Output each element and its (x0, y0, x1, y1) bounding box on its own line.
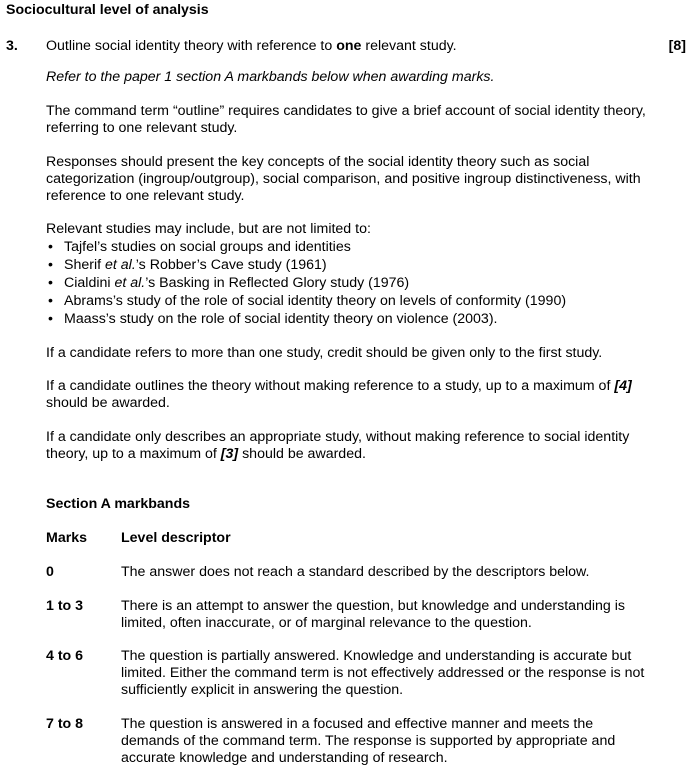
section-title: Sociocultural level of analysis (6, 2, 209, 18)
list-item (46, 293, 666, 311)
studies-intro: Relevant studies may include, but are not limited to: (46, 221, 371, 237)
markband-descriptor: The answer does not reach a standard described by the descriptors below. (121, 564, 590, 580)
markbands-header-descriptor: Level descriptor (121, 530, 231, 546)
list-item (46, 239, 666, 257)
study-3-etal: et al. (114, 275, 146, 291)
study-only-paragraph (46, 429, 661, 463)
list-item (46, 275, 666, 293)
markband-marks: 0 (46, 564, 54, 580)
study-2-title: ’s Robber’s Cave study (1961) (135, 257, 327, 273)
study-2-etal: et al. (105, 257, 136, 273)
study-1: Tajfel’s studies on social groups and identities (64, 239, 351, 255)
markband-descriptor: There is an attempt to answer the question, but knowledge and understanding is limited, often inaccurate, or of marginal relevance to the question. (121, 598, 625, 631)
study-3-author: Cialdini (64, 275, 115, 291)
theory-only-paragraph (46, 378, 636, 412)
theory-only-max: [4] (614, 378, 632, 394)
studies-list (46, 239, 666, 329)
study-4: Abrams’s study of the role of social identity theory on levels of conformity (1990) (64, 293, 567, 309)
markband-marks: 4 to 6 (46, 648, 84, 664)
more-than-one-study-paragraph: If a candidate refers to more than one study, credit should be given only to the first study. (46, 345, 603, 361)
list-item (46, 311, 666, 329)
theory-only-text: If a candidate outlines the theory without making reference to a study, up to a maximum of (46, 378, 615, 394)
question-text-after: relevant study. (361, 38, 457, 54)
question-text-bold: one (336, 38, 362, 54)
instruction: Refer to the paper 1 section A markbands below when awarding marks. (46, 69, 495, 85)
theory-only-tail: should be awarded. (46, 395, 170, 411)
markband-marks: 1 to 3 (46, 598, 84, 614)
study-only-tail: should be awarded. (238, 446, 366, 462)
study-only-max: [3] (220, 446, 239, 462)
study-3-title: ’s Basking in Reflected Glory study (1976) (145, 275, 410, 291)
markband-descriptor: The question is answered in a focused and effective manner and meets the demands of the command term. The response is supported by appropriate and accurate knowledge and understanding of research. (121, 716, 616, 766)
responses-paragraph: Responses should present the key concepts of the social identity theory such as social categorization (ingroup/outgroup), social comparison, and positive ingroup distinctiveness, with reference to one relevant study. (46, 154, 641, 204)
study-5: Maass’s study on the role of social identity theory on violence (2003). (64, 311, 498, 327)
command-term-paragraph: The command term “outline” requires candidates to give a brief account of social identity theory, referring to one relevant study. (46, 103, 646, 136)
markbands-header-marks: Marks (46, 530, 88, 546)
markband-descriptor: The question is partially answered. Knowledge and understanding is accurate but limited. Either the command term is not effectively addressed or the response is not sufficiently explicit in answering the question. (121, 648, 645, 698)
markband-marks: 7 to 8 (46, 716, 84, 732)
question-text (46, 38, 457, 55)
study-2-author: Sherif (64, 257, 106, 273)
question-text-before: Outline social identity theory with reference to (46, 38, 337, 54)
markbands-title: Section A markbands (46, 496, 191, 512)
question-marks: [8] (668, 38, 686, 54)
question-number: 3. (6, 38, 18, 54)
study-only-text: If a candidate only describes an appropriate study, without making reference to social identity theory, up to a maximum of (46, 429, 630, 462)
list-item (46, 257, 666, 275)
